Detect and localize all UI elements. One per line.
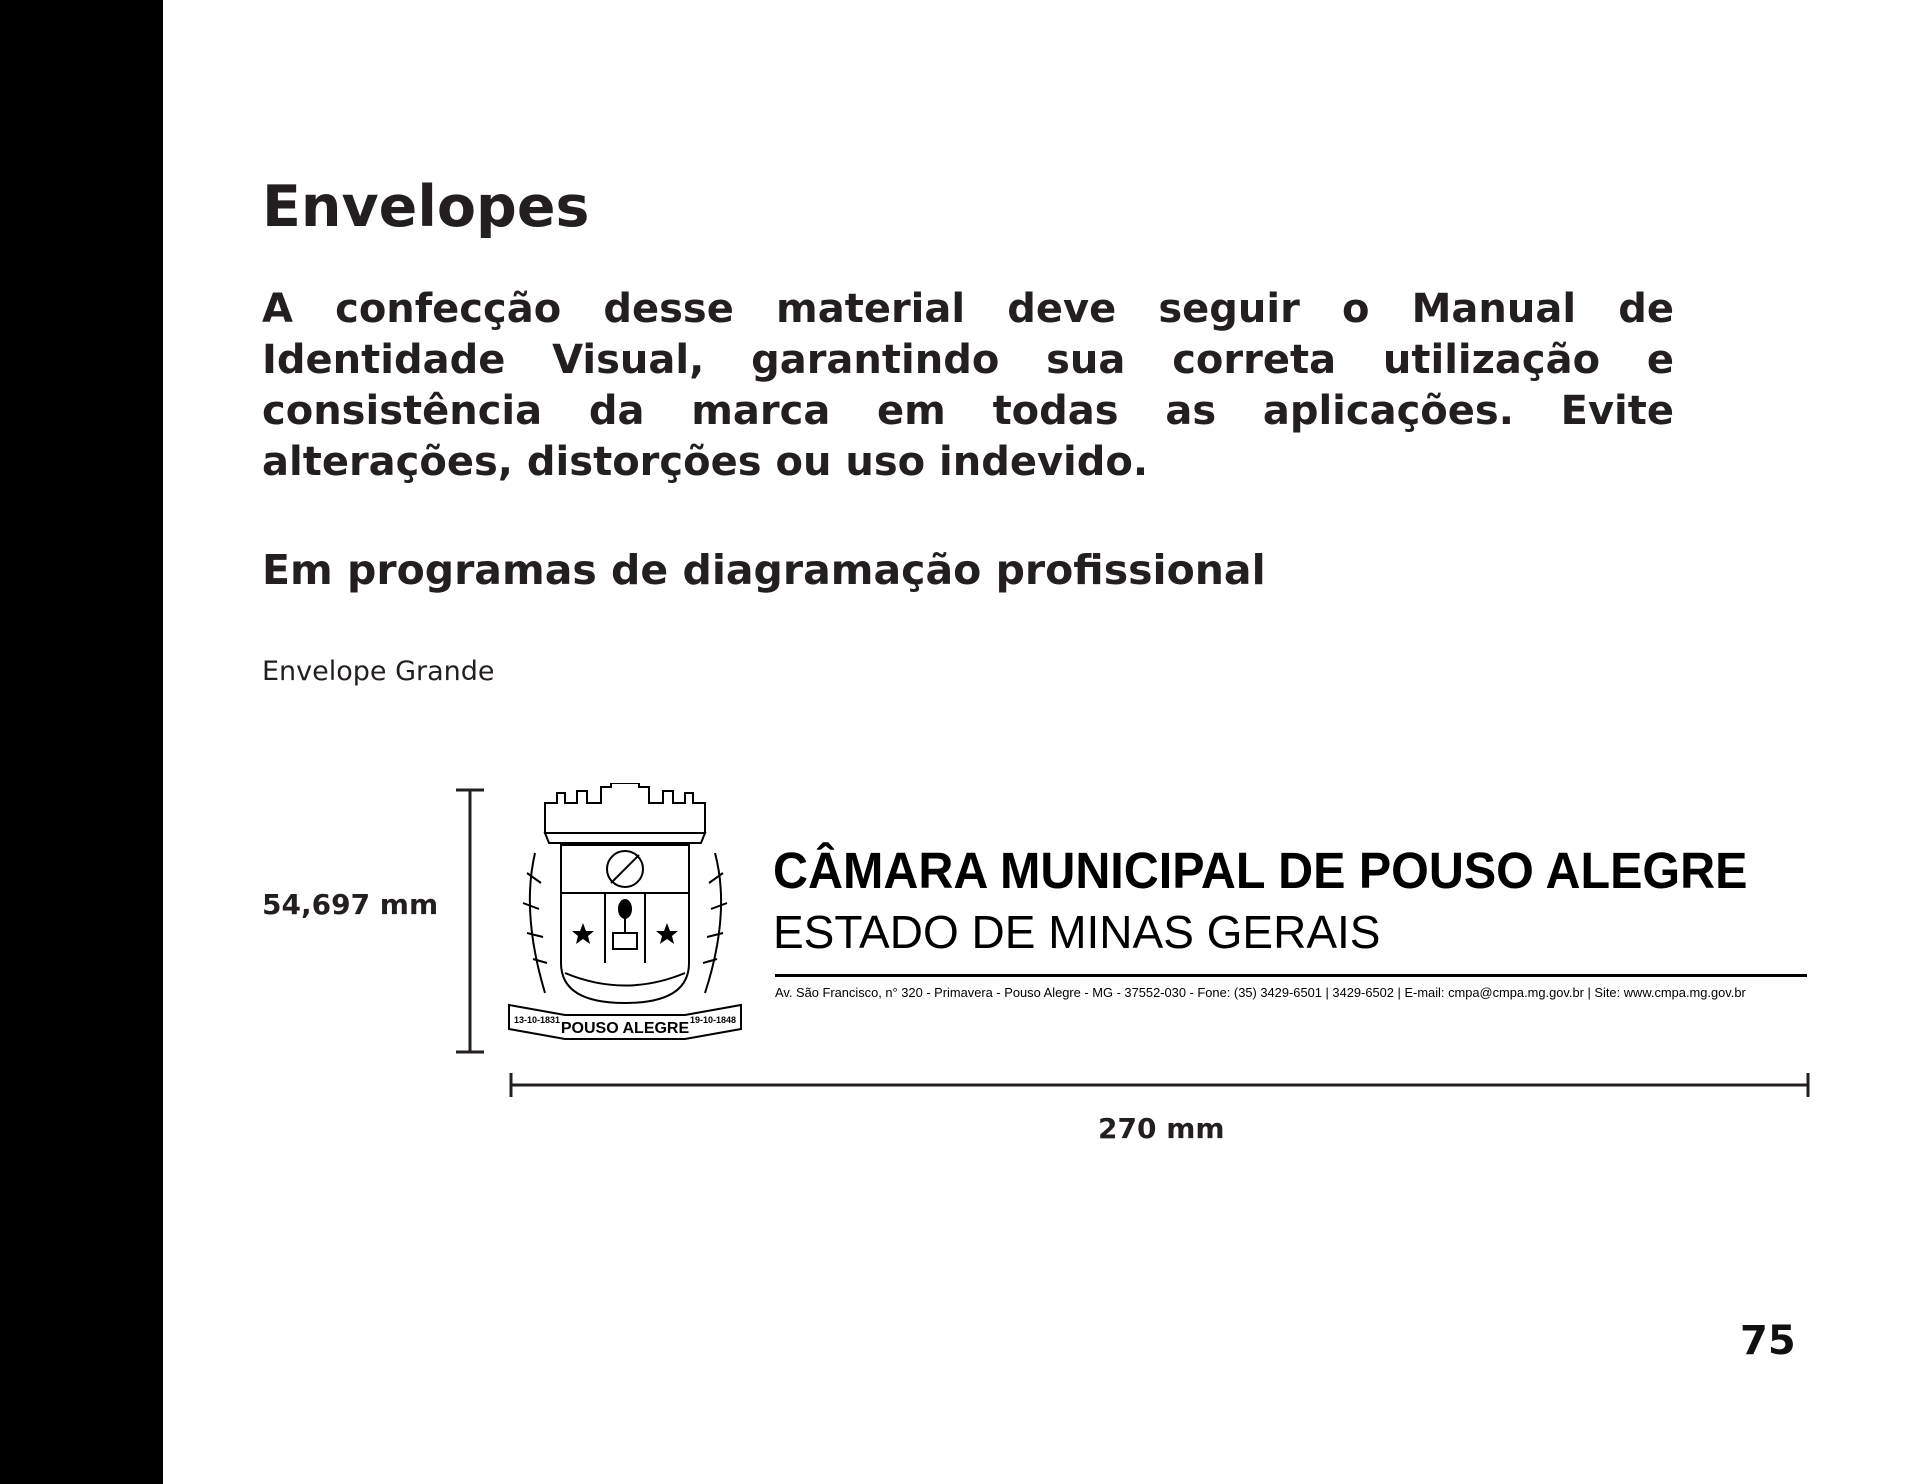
height-dimension-label: 54,697 mm [262,888,439,921]
letterhead-address: Av. São Francisco, n° 320 - Primavera - Pouso Alegre - MG - 37552-030 - Fone: (35) 3429-6501 | 3429-6502 | E-mail: cmpa@cmpa.mg.gov.br | Site: www.cmpa.mg.gov.br [775,985,1746,1000]
page-title: Envelopes [262,174,590,240]
letterhead-state: ESTADO DE MINAS GERAIS [773,906,1381,958]
letterhead-institution-name: CÂMARA MUNICIPAL DE POUSO ALEGRE [773,842,1748,899]
crest-ribbon-center: POUSO ALEGRE [560,1020,690,1037]
municipal-crest-seal [505,783,745,1055]
width-dimension-line [511,1073,1808,1097]
intro-paragraph: A confecção desse material deve seguir o Manual de Identidade Visual, garantindo sua correta utilização e consistência da marca em todas as aplicações. Evite alterações, distorções ou uso indevido. [262,286,1674,485]
crest-ribbon-left: 13-10-1831 [513,1015,561,1025]
section-subtitle: Em programas de diagramação profissional [262,546,1266,594]
page-number: 75 [1740,1318,1796,1364]
letterhead-divider [775,974,1807,977]
width-dimension-label: 270 mm [1098,1112,1225,1145]
envelope-caption: Envelope Grande [262,656,495,687]
crest-ribbon-right: 19-10-1848 [689,1015,737,1025]
height-dimension-line [456,790,484,1052]
